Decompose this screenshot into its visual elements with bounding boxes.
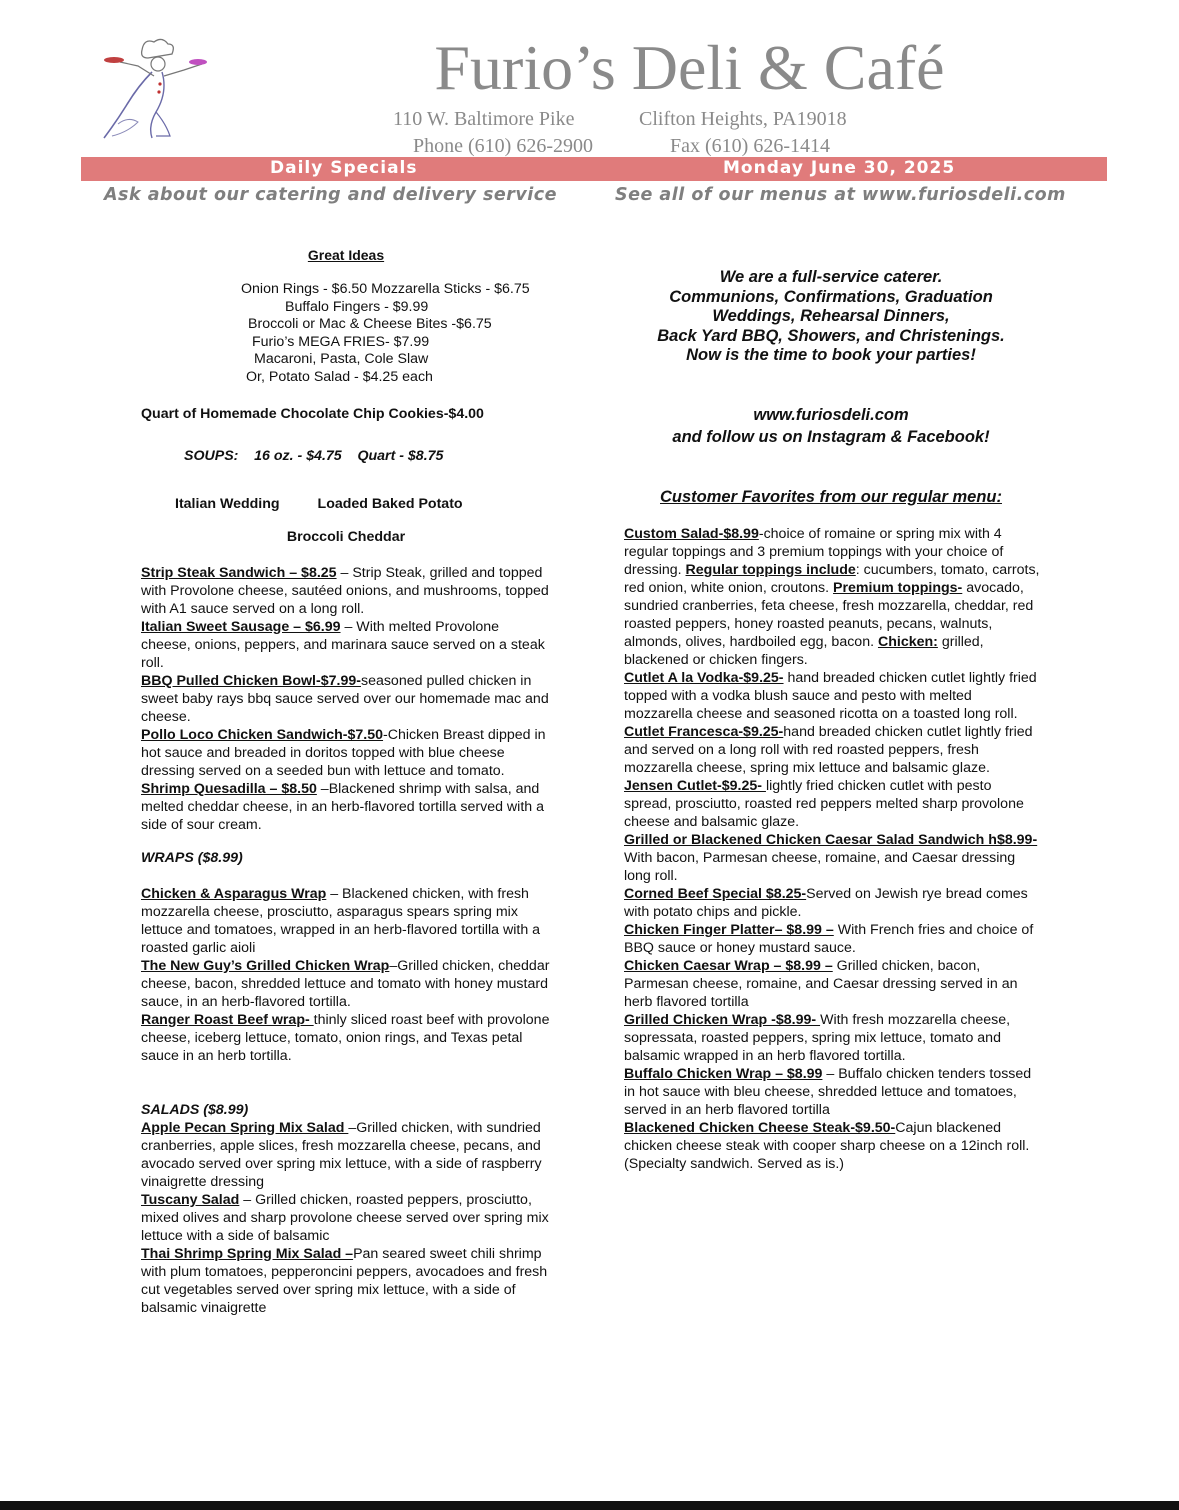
menu-item [624, 1065, 1040, 1119]
favorites-list [624, 525, 1040, 1173]
menu-item-name: Buffalo Chicken Wrap – $8.99 [624, 1066, 823, 1082]
menu-item-name: The New Guy’s Grilled Chicken Wrap [141, 957, 390, 974]
menu-item-desc: thinly sliced roast beef with provolone cheese, iceberg lettuce, tomato, onion rings, and Texas petal sauce in an herb tortilla. [141, 1011, 550, 1064]
menu-item-desc: -choice of romaine or spring mix with 4 regular toppings and 3 premium toppings with your choice of dressing. [624, 526, 1004, 578]
catering-line: We are a full-service caterer. [719, 268, 943, 286]
menu-item [624, 831, 1040, 885]
menu-item-name: Shrimp Quesadilla – $8.50 [141, 780, 317, 797]
phone-number: Phone (610) 626-2900 [413, 135, 593, 157]
menu-item [141, 618, 551, 672]
menu-item [624, 525, 1040, 669]
side-item: Furio’s MEGA FRIES- $7.99 [252, 333, 430, 350]
menu-item-name: Cutlet A la Vodka-$9.25- [624, 670, 784, 686]
menu-item-desc: -Chicken Breast dipped in hot sauce and breaded in doritos topped with blue cheese dressing served on a seeded bun with lettuce and tomato. [141, 726, 546, 779]
menu-item-name: Italian Sweet Sausage – $6.99 [141, 618, 341, 635]
website-tagline: See all of our menus at www.furiosdeli.com [615, 185, 1066, 205]
website-link[interactable]: www.furiosdeli.com [753, 405, 909, 424]
cookies-item: Quart of Homemade Chocolate Chip Cookies-$4.00 [141, 405, 484, 422]
menu-item-desc: With bacon, Parmesan cheese, romaine, and Caesar dressing long roll. [624, 850, 1016, 884]
menu-item [141, 885, 551, 957]
menu-item [141, 1245, 551, 1317]
menu-item [141, 672, 551, 726]
menu-item-desc: lightly fried chicken cutlet with pesto spread, prosciutto, roasted red peppers melted sharp provolone cheese and balsamic glaze. [624, 778, 1024, 830]
menu-item-name: Tuscany Salad [141, 1191, 240, 1208]
menu-item-name: BBQ Pulled Chicken Bowl-$7.99- [141, 672, 361, 689]
menu-item-name: Blackened Chicken Cheese Steak-$9.50- [624, 1120, 896, 1136]
menu-item [141, 780, 551, 834]
catering-line: Weddings, Rehearsal Dinners, [712, 307, 950, 325]
wraps-heading: WRAPS ($8.99) [141, 849, 243, 866]
restaurant-title: Furio’s Deli & Café [434, 32, 945, 103]
soups-heading: SOUPS: 16 oz. - $4.75 Quart - $8.75 [184, 447, 444, 464]
favorites-heading: Customer Favorites from our regular menu: [660, 487, 1002, 506]
menu-item-desc: – Grilled chicken, roasted peppers, prosciutto, mixed olives and sharp provolone cheese served over spring mix lettuce with a side of balsamic [141, 1191, 549, 1244]
social-follow: and follow us on Instagram & Facebook! [672, 427, 990, 446]
menu-item-name: Thai Shrimp Spring Mix Salad – [141, 1245, 354, 1262]
right-column [624, 268, 1038, 507]
menu-item-name: Chicken Finger Platter– $8.99 – [624, 922, 834, 938]
banner-daily-specials: Daily Specials [270, 158, 418, 178]
salads-heading: SALADS ($8.99) [141, 1101, 249, 1118]
menu-item-name: Corned Beef Special $8.25- [624, 886, 807, 902]
chicken-label: Chicken: [877, 634, 938, 650]
menu-item-name: Grilled Chicken Wrap -$8.99- [624, 1012, 821, 1028]
menu-item-name: Pollo Loco Chicken Sandwich-$7.50 [141, 726, 384, 743]
fax-number: Fax (610) 626-1414 [670, 135, 830, 157]
menu-item-name: Grilled or Blackened Chicken Caesar Salad Sandwich h$8.99- [624, 832, 1038, 848]
menu-item [624, 1119, 1040, 1173]
menu-item-desc: –Grilled chicken, cheddar cheese, bacon, shredded lettuce and tomato with honey mustard sauce, in an herb-flavored tortilla. [141, 957, 550, 1010]
menu-item-desc: With fresh mozzarella cheese, sopressata, roasted peppers, spring mix lettuce, tomato and balsamic wrapped in an herb flavored tortilla. [624, 1012, 1011, 1064]
menu-item-desc: hand breaded chicken cutlet lightly fried and served on a long roll with red roasted peppers, fresh mozzarella cheese, spring mix lettuce and balsamic glaze. [624, 724, 1033, 776]
menu-item-desc: – With melted Provolone cheese, onions, peppers, and marinara sauce served on a steak roll. [141, 618, 545, 671]
menu-item-name: Ranger Roast Beef wrap- [141, 1011, 314, 1028]
menu-item [624, 1011, 1040, 1065]
toppings-desc: : cucumbers, tomato, carrots, red onion, white onion, croutons. [624, 562, 1040, 596]
menu-item [141, 1191, 551, 1245]
banner-date: Monday June 30, 2025 [723, 158, 956, 178]
side-item: Buffalo Fingers - $9.99 [285, 298, 429, 315]
side-item: Macaroni, Pasta, Cole Slaw [254, 351, 429, 368]
menu-item [141, 1119, 551, 1191]
premium-desc: avocado, sundried cranberries, feta cheese, fresh mozzarella, cheddar, red roasted peppers, honey roasted peanuts, pecans, walnuts, almonds, olives, hardboiled egg, bacon. [624, 580, 1034, 650]
menu-item-desc: Pan seared sweet chili shrimp with plum tomatoes, pepperoncini peppers, avocadoes and fresh cut vegetables served over spring mix lettuce, with a side of balsamic vinaigrette [141, 1245, 548, 1316]
menu-item-name: Chicken & Asparagus Wrap [141, 885, 327, 902]
side-item: Broccoli or Mac & Cheese Bites -$6.75 [248, 316, 492, 333]
great-ideas-title: Great Ideas [307, 247, 385, 263]
menu-item-desc: – Blackened chicken, with fresh mozzarella cheese, prosciutto, asparagus spears spring mix lettuce and tomatoes, wrapped in an herb-flavored tortilla with a roasted garlic aioli [141, 885, 541, 956]
soup-italian-wedding: Italian Wedding [175, 495, 280, 512]
menu-item [141, 957, 551, 1011]
menu-item-desc: –Grilled chicken, with sundried cranberries, apple slices, fresh mozzarella cheese, pecans, and avocado served over spring mix lettuce, with a side of raspberry vinaigrette dressing [141, 1119, 542, 1190]
menu-item-desc: – Buffalo chicken tenders tossed in hot sauce with bleu cheese, shredded lettuce and tomatoes, served in an herb flavored tortilla [624, 1066, 1032, 1118]
side-item: Or, Potato Salad - $4.25 each [246, 368, 433, 385]
catering-block [624, 268, 1038, 366]
toppings-label: Regular toppings include [685, 562, 856, 578]
menu-item-desc: Grilled chicken, bacon, Parmesan cheese, romaine, and Caesar dressing served in an herb flavored tortilla [624, 958, 1018, 1010]
menu-item-name: Strip Steak Sandwich – $8.25 [141, 564, 337, 581]
soup-broccoli-cheddar: Broccoli Cheddar [286, 528, 406, 545]
city-address: Clifton Heights, PA19018 [639, 108, 847, 130]
menu-item [624, 777, 1040, 831]
menu-item [624, 885, 1040, 921]
menu-item [141, 564, 551, 618]
menu-item-name: Cutlet Francesca-$9.25- [624, 724, 784, 740]
menu-item-name: Custom Salad-$8.99 [624, 526, 759, 542]
catering-line: Communions, Confirmations, Graduation [669, 287, 993, 306]
side-item: Onion Rings - $6.50 Mozzarella Sticks - $6.75 [241, 281, 530, 297]
catering-tagline: Ask about our catering and delivery service [104, 185, 558, 205]
menu-item-desc: Cajun blackened chicken cheese steak with cooper sharp cheese on a 12inch roll. (Specialty sandwich. Served as is.) [624, 1120, 1030, 1172]
menu-item-desc: – Strip Steak, grilled and topped with Provolone cheese, sautéed onions, and mushrooms, topped with A1 sauce served on a long roll. [141, 564, 549, 617]
menu-item [141, 726, 551, 780]
menu-item-desc: hand breaded chicken cutlet lightly fried topped with a vodka blush sauce and pesto with melted mozzarella cheese and seasoned ricotta on a toasted long roll. [624, 670, 1037, 722]
menu-item-name: Apple Pecan Spring Mix Salad [141, 1119, 349, 1136]
menu-item-desc: –Blackened shrimp with salsa, and melted cheddar cheese, in an herb-flavored tortilla served with a side of sour cream. [141, 780, 544, 833]
catering-line: Now is the time to book your parties! [686, 346, 976, 364]
bottom-border [0, 1501, 1179, 1510]
menu-item [624, 921, 1040, 957]
menu-item [624, 957, 1040, 1011]
menu-item-name: Chicken Caesar Wrap – $8.99 – [624, 958, 833, 974]
menu-item [141, 1011, 551, 1065]
soup-loaded-baked-potato: Loaded Baked Potato [317, 495, 463, 512]
menu-item-desc: seasoned pulled chicken in sweet baby rays bbq sauce served over our homemade mac and cheese. [141, 672, 549, 725]
menu-item-desc: Served on Jewish rye bread comes with potato chips and pickle. [624, 886, 1028, 920]
menu-item [624, 723, 1040, 777]
catering-line: Back Yard BBQ, Showers, and Christenings. [657, 326, 1005, 345]
menu-item-name: Jensen Cutlet-$9.25- [624, 778, 766, 794]
menu-item-desc: With French fries and choice of BBQ sauce or honey mustard sauce. [624, 922, 1034, 956]
street-address: 110 W. Baltimore Pike [393, 108, 575, 130]
left-column [141, 246, 551, 1317]
premium-label: Premium toppings- [833, 580, 963, 596]
chicken-desc: grilled, blackened or chicken fingers. [624, 634, 984, 668]
menu-item [624, 669, 1040, 723]
